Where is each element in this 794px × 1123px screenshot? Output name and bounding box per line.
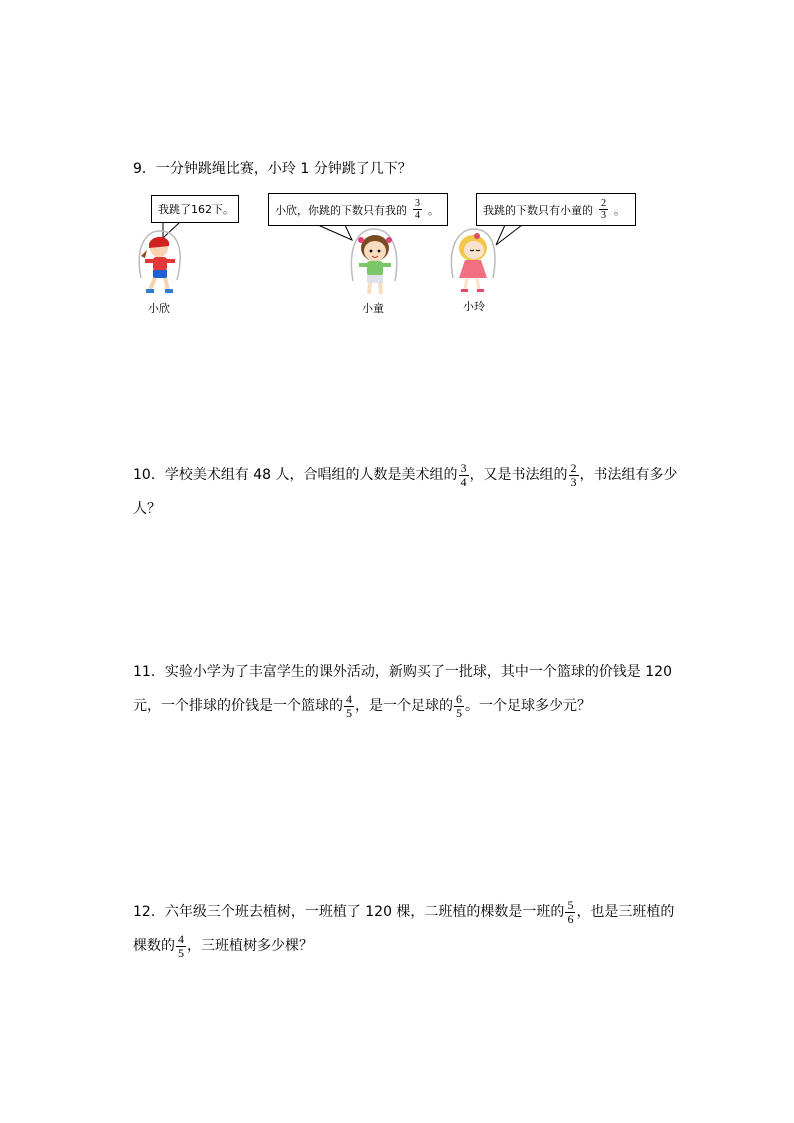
fraction: $\frac{3}{4}$ bbox=[415, 198, 420, 221]
fraction: $\frac{2}{3}$ bbox=[570, 460, 577, 489]
fraction: $\frac{5}{6}$ bbox=[567, 897, 574, 926]
name-label-xiaoling: 小玲 bbox=[463, 300, 485, 313]
fraction: $\frac{3}{4}$ bbox=[460, 460, 467, 489]
fraction: $\frac{6}{5}$ bbox=[456, 691, 462, 720]
speech-bubble-xiaoxin: 我跳了162下。 bbox=[151, 195, 239, 223]
name-label-xiaotong: 小童 bbox=[362, 302, 384, 315]
fraction: $\frac{4}{5}$ bbox=[178, 931, 184, 960]
name-label-xiaoxin: 小欣 bbox=[148, 302, 170, 315]
question-11: 11．实验小学为了丰富学生的课外活动，新购买了一批球，其中一个篮球的价钱是 120 元，一个排球的价钱是一个篮球的 $\frac{4}{5}$ ，是一个足球的 $\frac{6}{5}$ 。一个足球多少元？ bbox=[133, 664, 672, 720]
speech-bubble-xiaoling: 我跳的下数只有小童的 $\frac{2}{3}$ 。 bbox=[476, 193, 636, 226]
fraction: $\frac{2}{3}$ bbox=[601, 198, 606, 221]
girl-xiaotong-skipping-illustration bbox=[345, 226, 405, 298]
girl-xiaoling-skipping-illustration bbox=[447, 228, 501, 298]
question-10: 10．学校美术组有 48 人，合唱组的人数是美术组的 $\frac{3}{4}$ ，又是书法组的 $\frac{2}{3}$ ，书法组有多少人？ bbox=[133, 460, 678, 517]
question-12: 12．六年级三个班去植树，一班植了 120 棵，二班植的棵数是一班的 $\frac{5}{6}$ ，也是三班植的棵数的 $\frac{4}{5}$ ，三班植树多少棵？ bbox=[133, 897, 675, 960]
question-9-title: 9．一分钟跳绳比赛，小玲 1 分钟跳了几下？ bbox=[133, 161, 412, 177]
fraction: $\frac{4}{5}$ bbox=[346, 691, 352, 720]
girl-xiaoxin-skipping-illustration bbox=[133, 228, 193, 303]
speech-bubble-xiaotong: 小欣，你跳的下数只有我的 $\frac{3}{4}$ 。 bbox=[268, 193, 448, 226]
